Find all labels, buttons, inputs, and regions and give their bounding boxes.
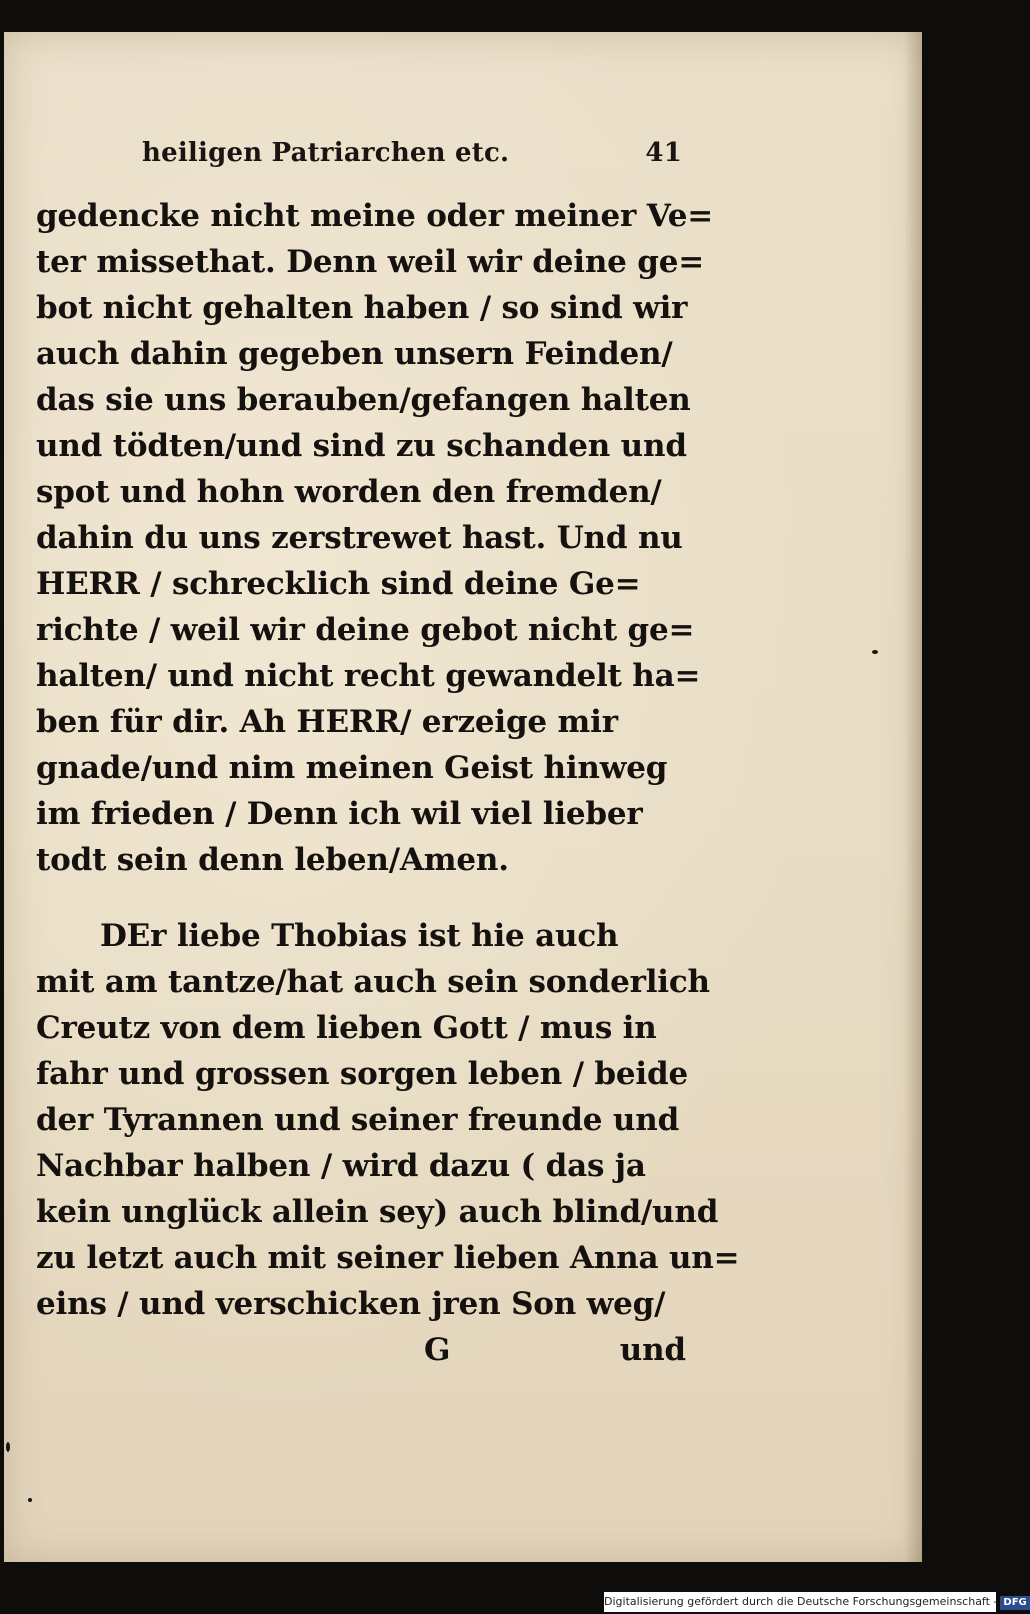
credit-text: Digitalisierung gefördert durch die Deutsche Forschungsgemeinschaft - (604, 1595, 998, 1608)
text-line: bot nicht gehalten haben / so sind wir (36, 290, 688, 326)
text-line: im frieden / Denn ich wil viel lieber (36, 796, 643, 832)
text-line: zu letzt auch mit seiner lieben Anna un= (36, 1240, 740, 1276)
text-line: spot und hohn worden den fremden/ (36, 474, 662, 510)
text-line: todt sein denn leben/Amen. (36, 842, 509, 878)
text-line-paragraph-start: DEr liebe Thobias ist hie auch (100, 918, 619, 954)
text-line: richte / weil wir deine gebot nicht ge= (36, 612, 695, 648)
text-line: gedencke nicht meine oder meiner Ve= (36, 198, 713, 234)
book-page (4, 32, 922, 1562)
running-title: heiligen Patriarchen etc. (142, 138, 510, 168)
text-line: HERR / schrecklich sind deine Ge= (36, 566, 641, 602)
dfg-logo: DFG (1000, 1596, 1029, 1610)
text-line: gnade/und nim meinen Geist hinweg (36, 750, 668, 786)
ink-speck (872, 650, 878, 654)
text-line: Creutz von dem lieben Gott / mus in (36, 1010, 657, 1046)
text-line: der Tyrannen und seiner freunde und (36, 1102, 680, 1138)
text-line: halten/ und nicht recht gewandelt ha= (36, 658, 701, 694)
text-line: eins / und verschicken jren Son weg/ (36, 1286, 666, 1322)
text-line: ter missethat. Denn weil wir deine ge= (36, 244, 705, 280)
catchword-line: G und (424, 1332, 686, 1368)
text-line: Nachbar halben / wird dazu ( das ja (36, 1148, 646, 1184)
ink-speck (28, 1498, 32, 1502)
digitization-credit (604, 1592, 1027, 1612)
running-head (142, 138, 682, 174)
page-number: 41 (645, 138, 682, 168)
text-line: ben für dir. Ah HERR/ erzeige mir (36, 704, 618, 740)
text-line: und tödten/und sind zu schanden und (36, 428, 687, 464)
text-line: dahin du uns zerstrewet hast. Und nu (36, 520, 683, 556)
text-line: fahr und grossen sorgen leben / beide (36, 1056, 688, 1092)
ink-speck (6, 1442, 10, 1452)
text-line: kein unglück allein sey) auch blind/und (36, 1194, 719, 1230)
text-line: mit am tantze/hat auch sein sonderlich (36, 964, 710, 1000)
text-line: auch dahin gegeben unsern Feinden/ (36, 336, 673, 372)
text-line: das sie uns berauben/gefangen halten (36, 382, 691, 418)
